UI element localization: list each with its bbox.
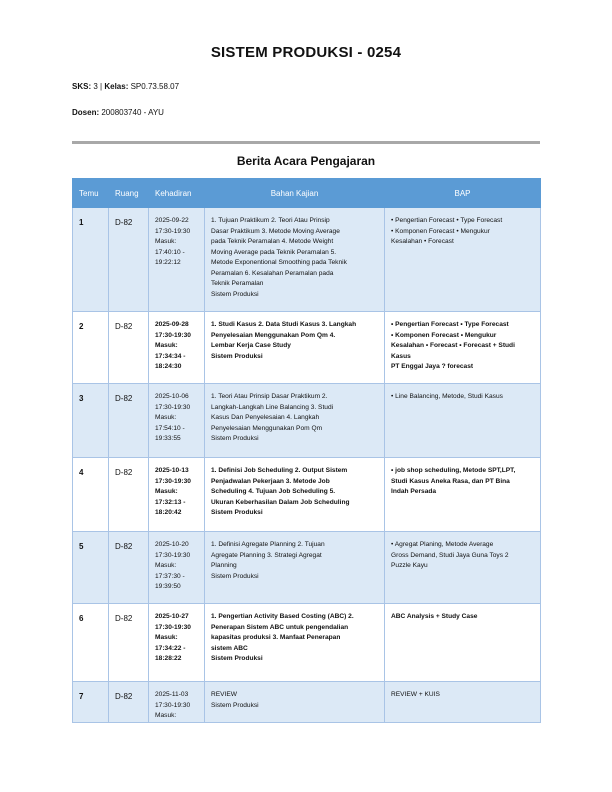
cell-bap xyxy=(385,208,541,312)
table-body xyxy=(73,208,541,723)
topic-line: Sistem Produksi xyxy=(211,572,259,580)
topic-line: Moving Average pada Teknik Peramalan 5. xyxy=(211,248,337,256)
cell-temu: 1 xyxy=(73,208,109,312)
header-bap: BAP xyxy=(385,179,541,208)
attendance-line: 17:40:10 - xyxy=(155,248,185,256)
cell-ruang: D-82 xyxy=(109,604,149,682)
cell-bap xyxy=(385,384,541,458)
cell-temu: 7 xyxy=(73,682,109,723)
topic-line: sistem ABC xyxy=(211,644,248,652)
sks-value: 3 | xyxy=(93,82,103,91)
cell-kehadiran xyxy=(149,208,205,312)
topic-line: 1. Teori Atau Prinsip Dasar Praktikum 2. xyxy=(211,393,328,400)
cell-kehadiran xyxy=(149,384,205,458)
topic-line: Metode Exponentional Smoothing pada Teknik xyxy=(211,259,347,266)
attendance-line: 2025-11-03 xyxy=(155,691,189,698)
attendance-line: 17:37:30 - xyxy=(155,572,185,580)
topic-line: 1. Studi Kasus 2. Data Studi Kasus 3. Langkah xyxy=(211,321,357,328)
table-row xyxy=(73,458,541,532)
topic-line: Planning xyxy=(211,562,237,569)
table-row xyxy=(73,682,541,723)
attendance-line: 18:28:22 xyxy=(155,655,182,662)
topic-line: Sistem Produksi xyxy=(211,701,259,709)
cell-kehadiran xyxy=(149,682,205,723)
cell-bahan-kajian xyxy=(205,532,385,604)
cell-bap xyxy=(385,532,541,604)
attendance-line: 17:54:10 - xyxy=(155,424,185,432)
topic-line: 1. Pengertian Activity Based Costing (ABC) 2. xyxy=(211,613,354,620)
topic-line: Sistem Produksi xyxy=(211,509,263,516)
header-ruang: Ruang xyxy=(109,179,149,208)
cell-kehadiran xyxy=(149,604,205,682)
topic-line: Sistem Produksi xyxy=(211,290,259,298)
topic-line: Scheduling 4. Tujuan Job Scheduling 5. xyxy=(211,488,336,495)
topic-line: Penyelesaian Menggunakan Pom Qm 4. xyxy=(211,331,336,339)
topic-line: Langkah-Langkah Line Balancing 3. Studi xyxy=(211,403,334,411)
attendance-line: Masuk: xyxy=(155,634,178,641)
bap-line: • Agregat Planing, Metode Average xyxy=(391,541,494,548)
topic-line: Teknik Peramalan xyxy=(211,280,264,287)
bap-line: Gross Demand, Studi Jaya Guna Toys 2 xyxy=(391,551,509,559)
cell-bahan-kajian xyxy=(205,682,385,723)
cell-ruang: D-82 xyxy=(109,384,149,458)
attendance-line: 17:30-19:30 xyxy=(155,551,191,559)
dosen-value: 200803740 - AYU xyxy=(101,108,164,117)
attendance-line: 17:30-19:30 xyxy=(155,331,191,339)
sks-label: SKS: xyxy=(72,82,92,91)
kelas-value: SP0.73.58.07 xyxy=(130,82,180,91)
attendance-line: 17:30-19:30 xyxy=(155,701,191,709)
cell-bahan-kajian xyxy=(205,384,385,458)
attendance-line: 2025-10-20 xyxy=(155,541,189,548)
attendance-line: 2025-10-13 xyxy=(155,467,189,474)
bap-line: PT Enggal Jaya ? forecast xyxy=(391,363,474,370)
attendance-line: Masuk: xyxy=(155,342,178,349)
cell-ruang: D-82 xyxy=(109,532,149,604)
header-bahan-kajian: Bahan Kajian xyxy=(205,179,385,208)
cell-bap xyxy=(385,604,541,682)
bap-line: Kesalahan • Forecast • Forecast + Studi Kasus xyxy=(391,342,515,360)
bap-line: • job shop scheduling, Metode SPT,LPT, xyxy=(391,467,516,474)
bap-line: • Komponen Forecast • Mengukur xyxy=(391,227,490,235)
topic-line: Peramalan 6. Kesalahan Peramalan pada xyxy=(211,269,334,277)
kelas-label: Kelas: xyxy=(104,82,129,91)
table-row xyxy=(73,604,541,682)
bap-line: Indah Persada xyxy=(391,488,437,495)
topic-line: Penyelesaian Menggunakan Pom Qm xyxy=(211,424,323,432)
dosen-label: Dosen: xyxy=(72,108,100,117)
topic-line: kapasitas produksi 3. Manfaat Penerapan xyxy=(211,634,341,641)
bap-line: • Komponen Forecast • Mengukur xyxy=(391,331,497,339)
cell-temu: 4 xyxy=(73,458,109,532)
course-meta xyxy=(72,82,179,91)
bap-line: Kesalahan • Forecast xyxy=(391,238,454,245)
topic-line: pada Teknik Peramalan 4. Metode Weight xyxy=(211,238,334,245)
attendance-line: 17:34:22 - xyxy=(155,644,186,652)
bap-line: Studi Kasus Aneka Rasa, dan PT Bina xyxy=(391,477,510,485)
cell-bahan-kajian xyxy=(205,208,385,312)
table-row xyxy=(73,208,541,312)
cell-ruang: D-82 xyxy=(109,312,149,384)
attendance-line: 2025-09-28 xyxy=(155,321,189,328)
attendance-line: 17:30-19:30 xyxy=(155,227,191,235)
attendance-line: 18:20:42 xyxy=(155,509,182,516)
bap-line: ABC Analysis + Study Case xyxy=(391,613,478,620)
attendance-line: Masuk: xyxy=(155,562,177,569)
table-row xyxy=(73,384,541,458)
cell-bap xyxy=(385,458,541,532)
cell-ruang: D-82 xyxy=(109,208,149,312)
attendance-line: 19:33:55 xyxy=(155,435,181,442)
attendance-line: 17:30-19:30 xyxy=(155,623,191,631)
attendance-line: 17:34:34 - xyxy=(155,352,186,360)
bap-line: • Pengertian Forecast • Type Forecast xyxy=(391,321,509,328)
attendance-line: 19:39:50 xyxy=(155,583,181,590)
attendance-line: 2025-09-22 xyxy=(155,217,189,224)
topic-line: 1. Definisi Job Scheduling 2. Output Sistem xyxy=(211,467,348,474)
attendance-line: Masuk: xyxy=(155,712,177,719)
attendance-line: 17:30-19:30 xyxy=(155,403,191,411)
attendance-line: 17:32:13 - xyxy=(155,498,186,506)
topic-line: Sistem Produksi xyxy=(211,435,259,442)
cell-temu: 3 xyxy=(73,384,109,458)
topic-line: Agregate Planning 3. Strategi Agregat xyxy=(211,551,322,559)
attendance-line: Masuk: xyxy=(155,414,177,421)
attendance-line: 2025-10-06 xyxy=(155,393,189,400)
attendance-line: 2025-10-27 xyxy=(155,613,189,620)
bap-line: • Pengertian Forecast • Type Forecast xyxy=(391,217,503,224)
topic-line: 1. Tujuan Praktikum 2. Teori Atau Prinsip xyxy=(211,217,330,224)
topic-line: Penerapan Sistem ABC untuk pengendalian xyxy=(211,623,349,631)
topic-line: 1. Definisi Agregate Planning 2. Tujuan xyxy=(211,541,325,548)
attendance-line: 17:30-19:30 xyxy=(155,477,191,485)
attendance-line: Masuk: xyxy=(155,238,177,245)
topic-line: Ukuran Keberhasilan Dalam Job Scheduling xyxy=(211,498,350,506)
cell-kehadiran xyxy=(149,312,205,384)
cell-bahan-kajian xyxy=(205,312,385,384)
cell-temu: 6 xyxy=(73,604,109,682)
bap-line: Puzzle Kayu xyxy=(391,562,428,569)
cell-bap xyxy=(385,312,541,384)
table-row xyxy=(73,532,541,604)
teaching-report-table xyxy=(72,178,541,723)
cell-temu: 5 xyxy=(73,532,109,604)
header-temu: Temu xyxy=(73,179,109,208)
topic-line: Penjadwalan Pekerjaan 3. Metode Job xyxy=(211,477,330,485)
cell-bap xyxy=(385,682,541,723)
attendance-line: 19:22:12 xyxy=(155,259,181,266)
topic-line: Kasus Dan Penyelesaian 4. Langkah xyxy=(211,414,320,421)
cell-temu: 2 xyxy=(73,312,109,384)
attendance-line: Masuk: xyxy=(155,488,178,495)
topic-line: Sistem Produksi xyxy=(211,352,263,360)
divider xyxy=(72,141,540,144)
topic-line: Sistem Produksi xyxy=(211,655,263,662)
lecturer-meta xyxy=(72,108,164,117)
topic-line: REVIEW xyxy=(211,691,238,698)
attendance-line: 18:24:30 xyxy=(155,363,182,370)
bap-line: • Line Balancing, Metode, Studi Kasus xyxy=(391,393,503,400)
cell-kehadiran xyxy=(149,458,205,532)
table-row xyxy=(73,312,541,384)
header-kehadiran: Kehadiran xyxy=(149,179,205,208)
cell-bahan-kajian xyxy=(205,458,385,532)
cell-bahan-kajian xyxy=(205,604,385,682)
table-header-row xyxy=(73,179,541,208)
document-title: SISTEM PRODUKSI - 0254 xyxy=(210,44,402,61)
bap-line: REVIEW + KUIS xyxy=(391,691,440,698)
cell-kehadiran xyxy=(149,532,205,604)
topic-line: Lembar Kerja Case Study xyxy=(211,342,291,349)
cell-ruang: D-82 xyxy=(109,682,149,723)
section-title: Berita Acara Pengajaran xyxy=(236,154,376,168)
cell-ruang: D-82 xyxy=(109,458,149,532)
topic-line: Dasar Praktikum 3. Metode Moving Average xyxy=(211,227,340,235)
